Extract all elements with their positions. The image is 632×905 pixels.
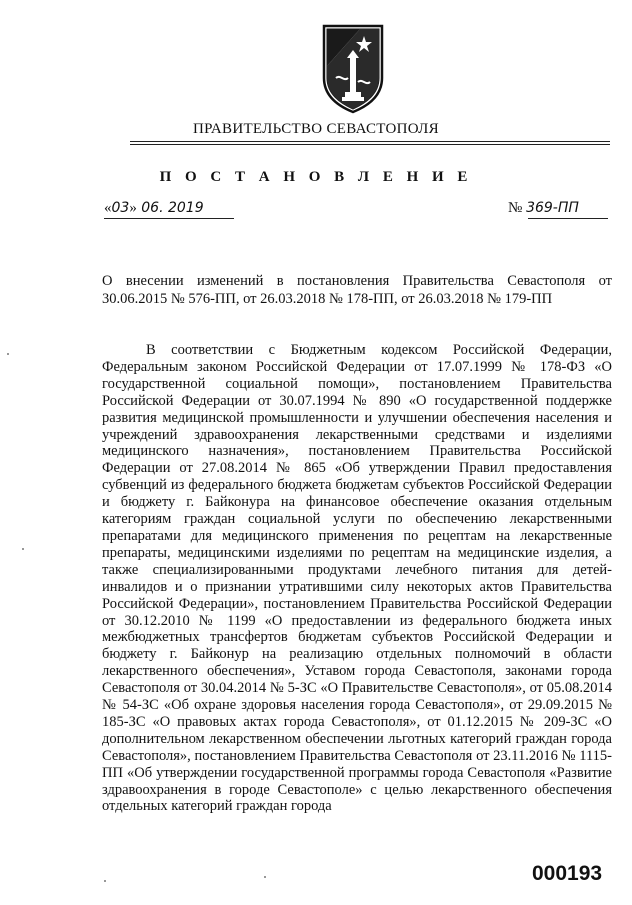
number-value: 369-ПП [526, 200, 579, 216]
date-day: 03 [111, 200, 130, 216]
number-underline [528, 218, 608, 219]
scan-speck [22, 548, 24, 550]
date-underline [104, 218, 234, 219]
header-rule [130, 141, 610, 142]
decree-number [508, 200, 608, 220]
scan-speck [104, 880, 106, 882]
scan-speck [264, 876, 266, 878]
header-rule-thin [130, 144, 610, 145]
body-paragraph: В соответствии с Бюджетным кодексом Российской Федерации, Федеральным законом Российской Федерации от 17.07.1999 № 178-ФЗ «О государственной социальной помощи», постановлением Правительства Российской Федерации от 30.07.1994 № 890 «О государственной поддержке развития медицинской промышленности и улучшении обеспечения населения и учреждений здравоохранения лекарственными средствами и изделиями медицинского назначения», постановлением Правительства Российской Федерации от 27.08.2014 № 865 «Об утверждении Правил предоставления субвенций из федерального бюджета бюджетам субъектов Российской Федерации и бюджету г. Байконура на финансовое обеспечение оказания отдельным категориям граждан социальной услуги по обеспечению лекарственными препаратами для медицинского применения по рецептам на лекарственные препараты, медицинскими изделиями по рецептам на медицинские изделия, а также специализированными продуктами лечебного питания для детей-инвалидов и о признании утратившими силу некоторых актов Правительства Российской Федерации», постановлением Правительства Российской Федерации от 30.12.2010 № 1199 «О предоставлении из федерального бюджета иных межбюджетных трансфертов бюджетам субъектов Российской Федерации и бюджету г. Байконур на реализацию отдельных полномочий в области лекарственного обеспечения», Уставом города Севастополя, законами города Севастополя от 30.04.2014 № 5-ЗС «О Правительстве Севастополя», от 05.08.2014 № 54-ЗС «Об охране здоровья населения города Севастополя», от 29.09.2015 № 185-ЗС «О правовых актах города Севастополя», от 01.12.2015 № 209-ЗС «О дополнительном лекарственном обеспечении льготных категорий граждан города Севастополя», постановлением Правительства Севастополя от 23.11.2016 № 1115-ПП «Об утверждении государственной программы города Севастополя «Развитие здравоохранения в городе Севастополе» с целью лекарственного обеспечения отдельных категорий граждан города [102, 342, 612, 815]
page-number: 000193 [532, 862, 603, 885]
decree-subject: О внесении изменений в постановления Правительства Севастополя от 30.06.2015 № 576-ПП, от 26.03.2018 № 178-ПП, от 26.03.2018 № 179-ПП [102, 273, 612, 307]
date-close-quote: » [129, 200, 137, 216]
date-open-quote: « [104, 200, 112, 216]
government-title: ПРАВИТЕЛЬСТВО СЕВАСТОПОЛЯ [193, 121, 439, 137]
document-type-title: П О С Т А Н О В Л Е Н И Е [159, 169, 473, 185]
date-month-year: 06. 2019 [136, 200, 204, 216]
number-prefix: № [508, 200, 527, 216]
sevastopol-coat-of-arms-icon [318, 22, 388, 114]
scan-speck [7, 353, 9, 355]
decree-date [104, 200, 234, 220]
